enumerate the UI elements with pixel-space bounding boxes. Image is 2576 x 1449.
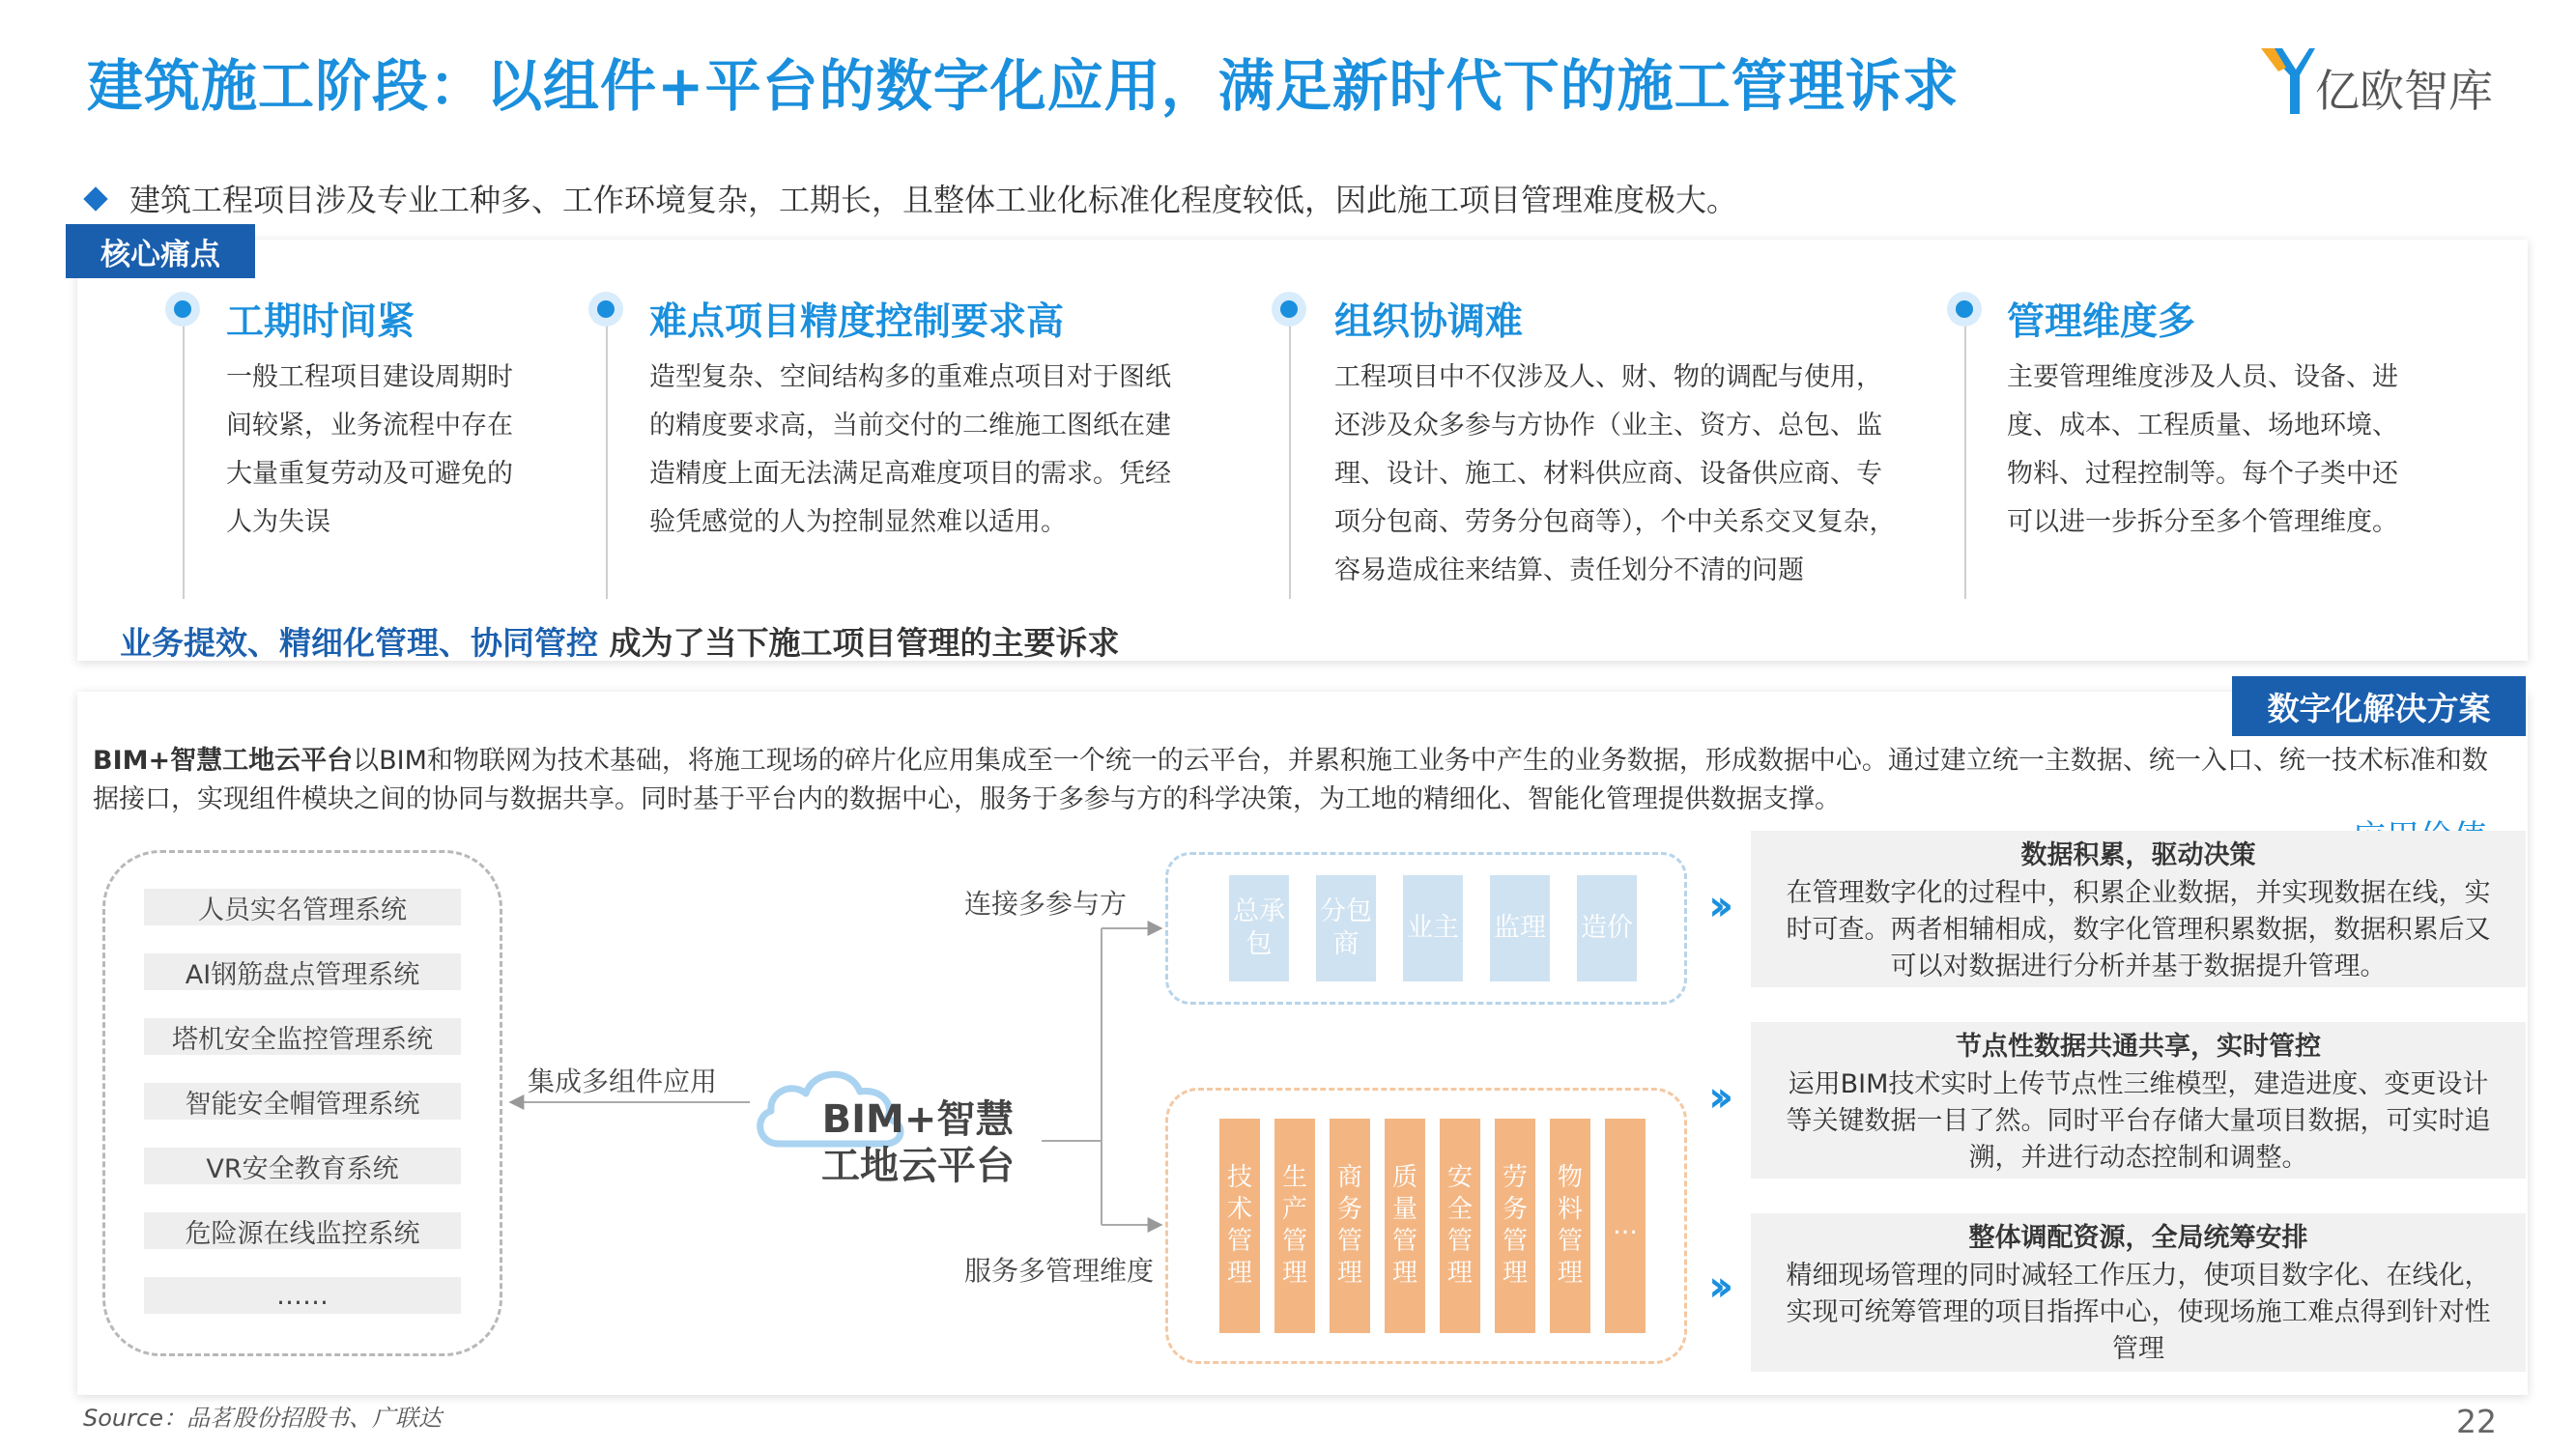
double-chevron-icon: ››	[1708, 1072, 1725, 1122]
value-card-title: 整体调配资源，全局统筹安排	[1968, 1223, 2308, 1253]
system-item: 危险源在线监控系统	[144, 1212, 461, 1249]
pain-point-body: 造型复杂、空间结构多的重难点项目对于图纸 的精度要求高，当前交付的二维施工图纸在建 造精度上面无法满足高难度项目的需求。凭经 验凭感觉的人为控制显然难以适用。	[649, 362, 1171, 537]
party-item: 总承包	[1229, 875, 1289, 981]
demand-highlight: 业务提效、精细化管理、协同管控	[120, 624, 598, 662]
system-item: 人员实名管理系统	[144, 889, 461, 925]
value-card-title: 数据积累，驱动决策	[2020, 840, 2256, 870]
system-item: VR安全教育系统	[144, 1148, 461, 1184]
dimension-item: 劳务管理	[1495, 1119, 1535, 1333]
pain-points-tag: 核心痛点	[66, 224, 255, 278]
value-card	[1751, 1213, 2526, 1372]
platform-name: BIM+智慧工地云平台	[93, 746, 354, 776]
brand-name: 亿欧智库	[2315, 65, 2493, 117]
double-chevron-icon: ››	[1708, 881, 1725, 930]
connect-label: 连接多参与方	[964, 888, 1128, 920]
system-item: 塔机安全监控管理系统	[144, 1018, 461, 1055]
value-card-title: 节点性数据共通共享，实时管控	[1956, 1032, 2321, 1062]
party-item: 业主	[1403, 875, 1463, 981]
integrate-label: 集成多组件应用	[528, 1065, 718, 1097]
system-item: 智能安全帽管理系统	[144, 1083, 461, 1120]
dimension-item: 质量管理	[1385, 1119, 1425, 1333]
demand-text: 成为了当下施工项目管理的主要诉求	[609, 624, 1120, 662]
system-item: ……	[144, 1277, 461, 1314]
value-card	[1751, 1022, 2526, 1179]
intro-text: 建筑工程项目涉及专业工种多、工作环境复杂，工期长，且整体工业化标准化程度较低，因此施工项目管理难度极大。	[129, 182, 1738, 218]
system-item: AI钢筋盘点管理系统	[144, 953, 461, 990]
double-chevron-icon: ››	[1708, 1262, 1725, 1311]
pain-point-title: 难点项目精度控制要求高	[649, 300, 1065, 344]
value-card-body: 在管理数字化的过程中，积累企业数据，并实现数据在线，实 时可查。两者相辅相成，数字化管理积累数据，数据积累后又 可以对数据进行分析并基于数据提升管理。	[1786, 878, 2491, 981]
platform-label: BIM+智慧 工地云平台	[821, 1097, 1015, 1188]
dimension-item: 技术管理	[1219, 1119, 1260, 1333]
dimension-item: 生产管理	[1274, 1119, 1315, 1333]
pain-point-title: 工期时间紧	[226, 300, 415, 344]
value-card	[1751, 831, 2526, 987]
pain-point-body: 工程项目中不仅涉及人、财、物的调配与使用， 还涉及众多参与方协作（业主、资方、总包、监 理、设计、施工、材料供应商、设备供应商、专 项分包商、劳务分包商等），个中关系交叉复杂， 容易造成往来结算、责任划分不清的问题	[1334, 362, 1896, 585]
page-number: 22	[2456, 1403, 2497, 1440]
serve-label: 服务多管理维度	[964, 1255, 1155, 1287]
dimension-item: 安全管理	[1440, 1119, 1480, 1333]
solution-description-text: 以BIM和物联网为技术基础，将施工现场的碎片化应用集成至一个统一的云平台，并累积施工业务中产生的业务数据，形成数据中心。通过建立统一主数据、统一入口、统一技术标准和数据接口，实现组件模块之间的协同与数据共享。同时基于平台内的数据中心，服务于多参与方的科学决策，为工地的精细化、智能化管理提供数据支撑。	[93, 746, 2488, 814]
dimension-item: 商务管理	[1330, 1119, 1370, 1333]
solution-tag: 数字化解决方案	[2232, 676, 2526, 736]
dimension-item: …	[1605, 1119, 1646, 1333]
party-item: 造价	[1577, 875, 1637, 981]
party-item: 监理	[1490, 875, 1550, 981]
pain-point-title: 组织协调难	[1334, 300, 1524, 344]
pain-point-body: 主要管理维度涉及人员、设备、进 度、成本、工程质量、场地环境、 物料、过程控制等。每个子类中还 可以进一步拆分至多个管理维度。	[2007, 362, 2398, 537]
party-item: 分包商	[1316, 875, 1376, 981]
value-card-body: 运用BIM技术实时上传节点性三维模型，建造进度、变更设计 等关键数据一目了然。同时平台存储大量项目数据，可实时追 溯，并进行动态控制和调整。	[1786, 1069, 2491, 1173]
page-title: 建筑施工阶段：以组件+平台的数字化应用，满足新时代下的施工管理诉求	[87, 53, 1960, 119]
dimension-item: 物料管理	[1550, 1119, 1590, 1333]
pain-point-body: 一般工程项目建设周期时 间较紧，业务流程中存在 大量重复劳动及可避免的 人为失误	[226, 362, 513, 537]
value-card-body: 精细现场管理的同时减轻工作压力，使项目数字化、在线化， 实现可统筹管理的项目指挥中心，使现场施工难点得到针对性 管理	[1786, 1261, 2491, 1364]
source-note: Source：品茗股份招股书、广联达	[83, 1405, 442, 1432]
pain-point-title: 管理维度多	[2007, 300, 2196, 344]
